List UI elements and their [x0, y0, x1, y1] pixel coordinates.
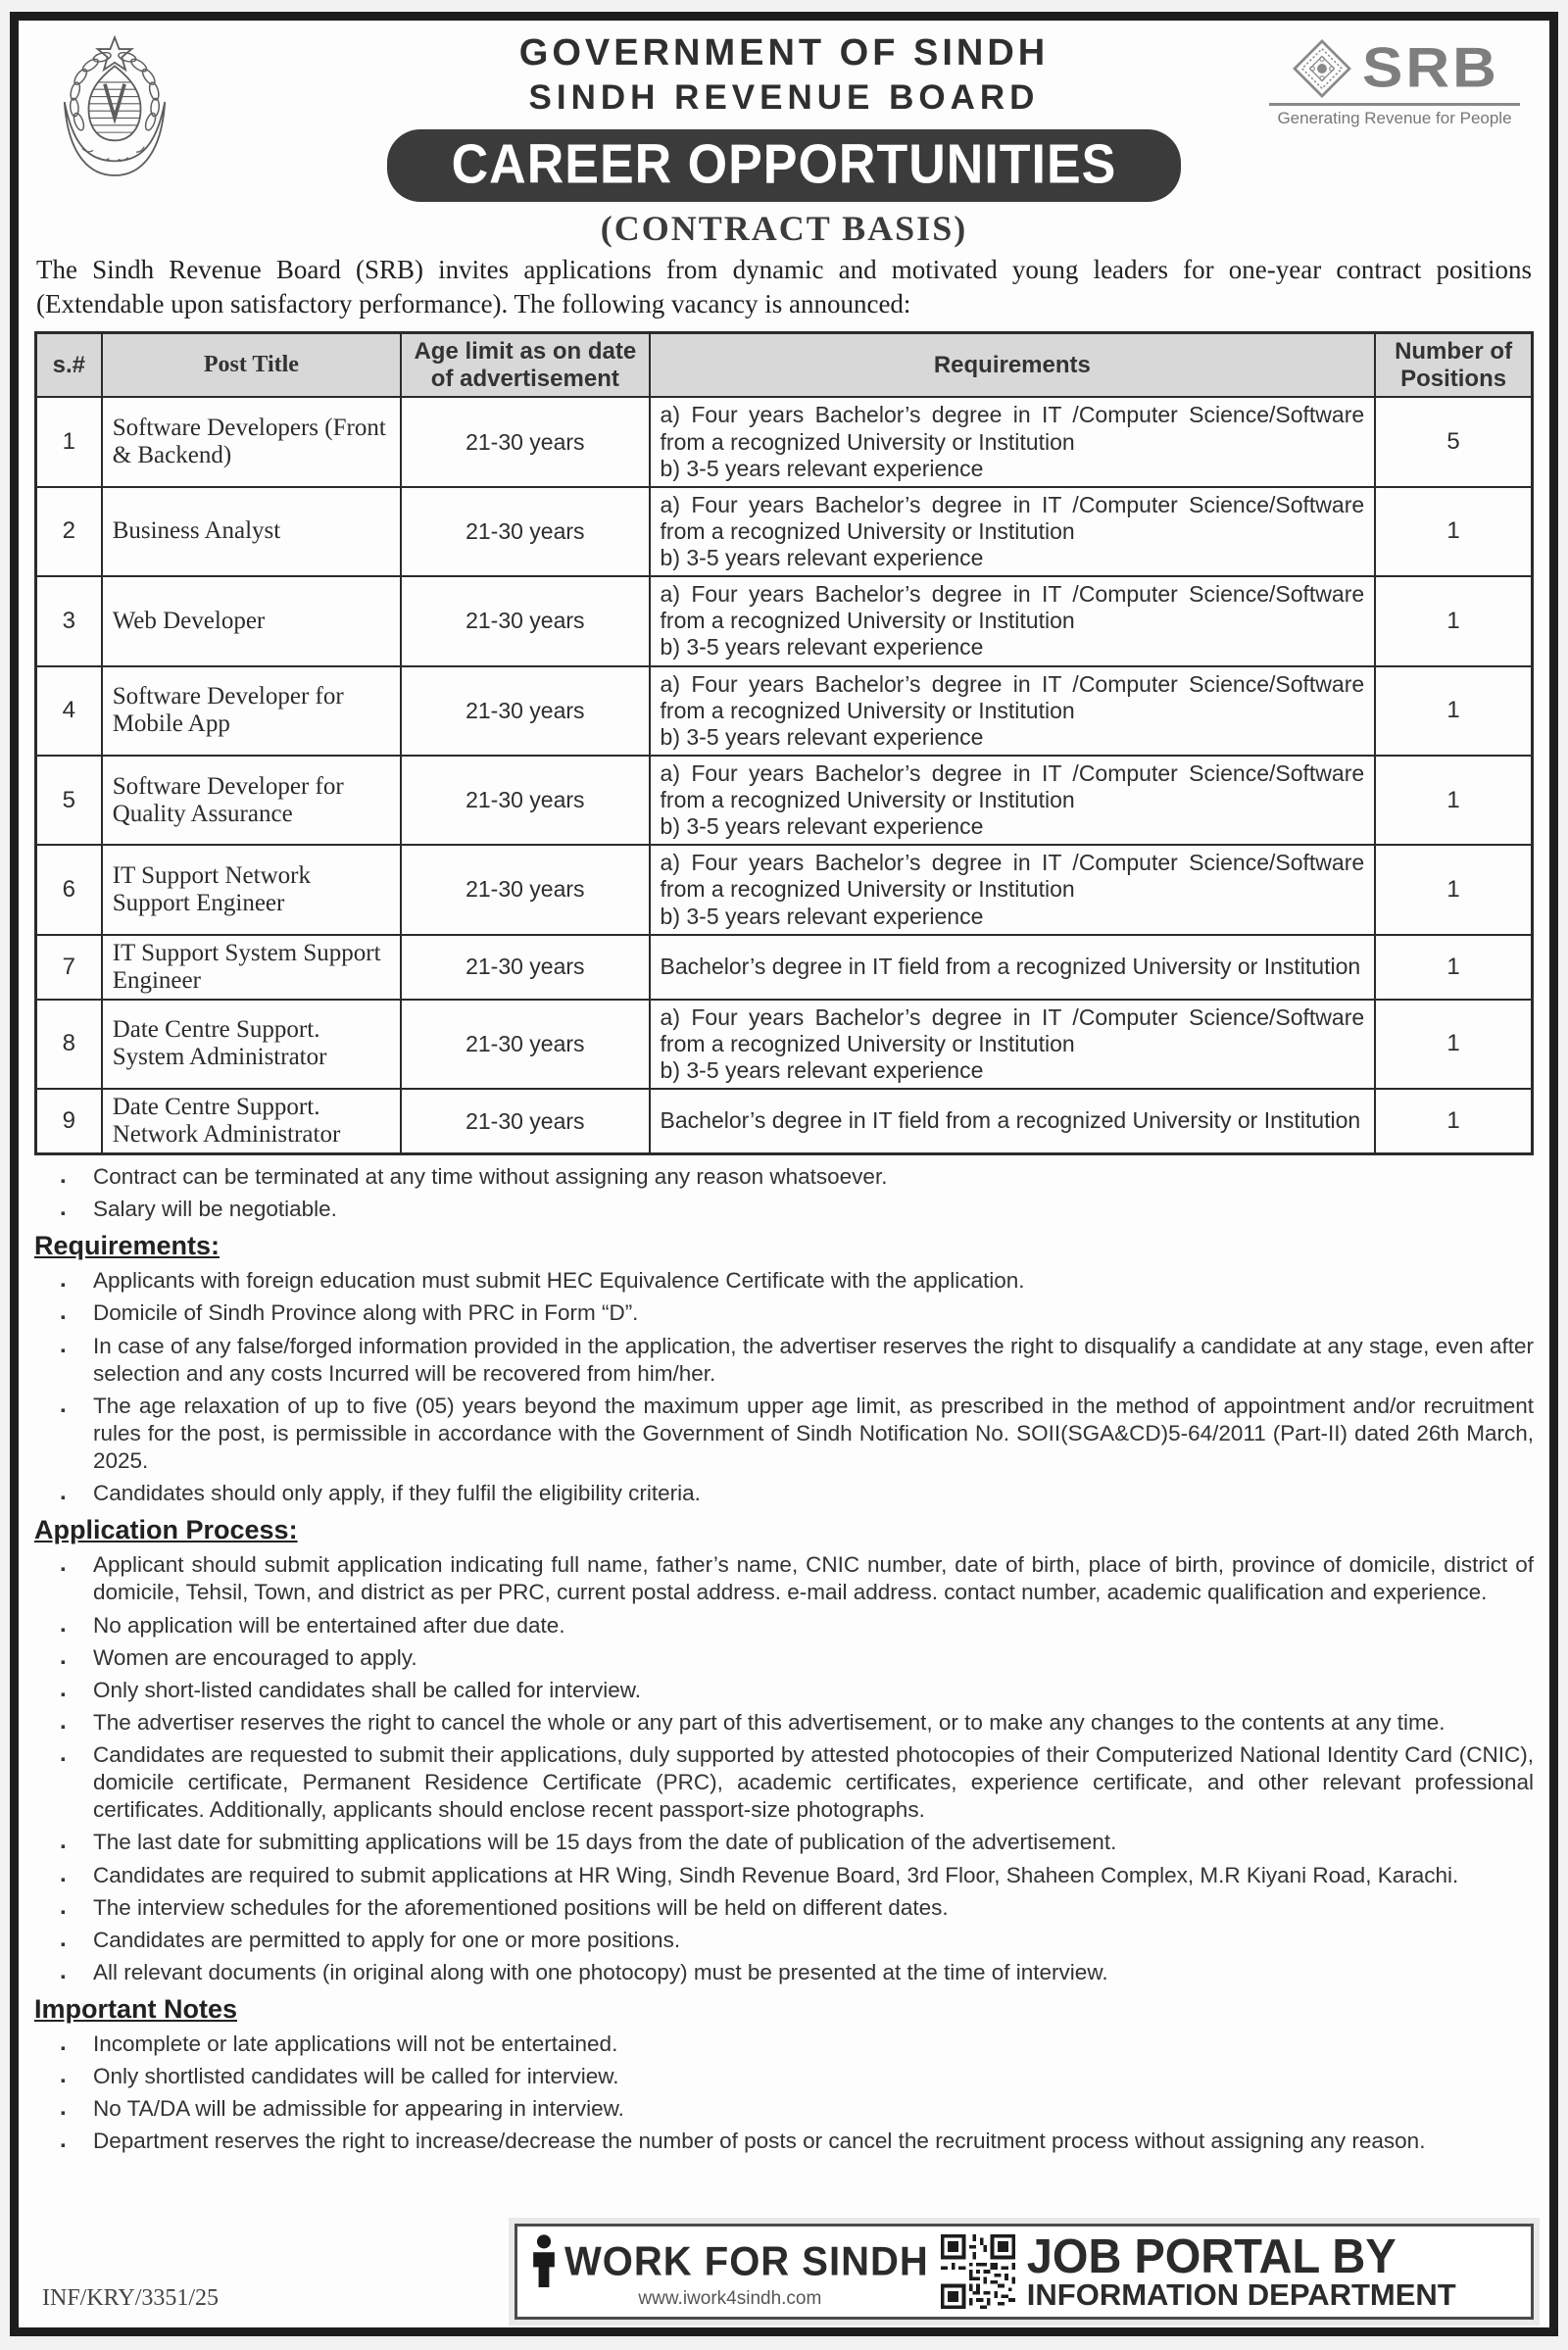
- bullet-item: [34, 1677, 1534, 1704]
- requirements-heading: Requirements:: [34, 1231, 220, 1261]
- cell-requirements: [650, 397, 1376, 486]
- bullet-marker: .: [60, 1610, 67, 1638]
- cell-number-of-positions: 1: [1375, 666, 1532, 756]
- column-header-3: Age limit as on date of advertisement: [401, 333, 649, 398]
- bullet-item: [34, 1163, 1534, 1191]
- column-header-4: Requirements: [650, 333, 1376, 398]
- notes-sections: [34, 1163, 1534, 2161]
- cell-age-limit: 21-30 years: [401, 756, 649, 845]
- cell-number-of-positions: 1: [1375, 487, 1532, 576]
- cell-serial-number: 5: [36, 756, 102, 845]
- cell-age-limit: 21-30 years: [401, 1089, 649, 1154]
- requirement-line: b) 3-5 years relevant experience: [660, 1056, 984, 1083]
- qr-code-icon: [941, 2234, 1015, 2309]
- cell-age-limit: 21-30 years: [401, 845, 649, 934]
- cell-number-of-positions: 1: [1375, 576, 1532, 665]
- bullet-item: [34, 2031, 1534, 2058]
- requirement-line: b) 3-5 years relevant experience: [660, 813, 984, 840]
- general-notes-list: [34, 1163, 1534, 1223]
- bullet-text: Women are encouraged to apply.: [93, 1644, 417, 1670]
- vacancy-table: [34, 331, 1534, 1155]
- bullet-marker: .: [60, 1298, 67, 1326]
- footer: [34, 2224, 1534, 2320]
- bullet-item: [34, 1959, 1534, 1986]
- cell-requirements: [650, 1089, 1376, 1154]
- bullet-item: [34, 1741, 1534, 1824]
- cell-post-title: Date Centre Support. System Administrator: [102, 1000, 401, 1089]
- advertisement-frame: [10, 12, 1558, 2336]
- bullet-marker: .: [60, 1162, 67, 1189]
- cell-age-limit: 21-30 years: [401, 1000, 649, 1089]
- bullet-text: Candidates should only apply, if they fulfil the eligibility criteria.: [93, 1481, 701, 1506]
- cell-requirements: [650, 845, 1376, 934]
- bullet-marker: .: [60, 2062, 67, 2089]
- bullet-text: The last date for submitting applications will be 15 days from the date of publication of the advertisement.: [93, 1830, 1117, 1855]
- cell-serial-number: 8: [36, 1000, 102, 1089]
- bullet-text: In case of any false/forged information provided in the application, the advertiser reserves the right to disqualify a candidate at any stage, even after selection and any costs Incurred will be recovered from him/her.: [93, 1333, 1534, 1386]
- cell-serial-number: 1: [36, 397, 102, 486]
- work-for-sindh-group: [531, 2233, 929, 2310]
- requirement-line: a) Four years Bachelor’s degree in IT /Computer Science/Software from a recognized University or Institution: [660, 850, 1365, 903]
- bullet-marker: .: [60, 1675, 67, 1702]
- requirement-line: a) Four years Bachelor’s degree in IT /Computer Science/Software from a recognized University or Institution: [660, 491, 1365, 544]
- cell-serial-number: 9: [36, 1089, 102, 1154]
- requirement-line: a) Four years Bachelor’s degree in IT /Computer Science/Software from a recognized University or Institution: [660, 1004, 1365, 1056]
- bullet-item: [34, 1393, 1534, 1475]
- bullet-item: [34, 1927, 1534, 1954]
- requirement-line: a) Four years Bachelor’s degree in IT /Computer Science/Software from a recognized University or Institution: [660, 581, 1365, 634]
- requirement-line: Bachelor’s degree in IT field from a recognized University or Institution: [660, 954, 1361, 980]
- vacancy-row: [36, 487, 1533, 576]
- website-url: www.iwork4sindh.com: [638, 2288, 822, 2310]
- srb-tagline: Generating Revenue for People: [1277, 109, 1512, 127]
- bullet-marker: .: [60, 1331, 67, 1358]
- bullet-marker: .: [60, 1925, 67, 1952]
- bullet-item: [34, 1829, 1534, 1856]
- requirement-line: a) Four years Bachelor’s degree in IT /Computer Science/Software from a recognized University or Institution: [660, 759, 1365, 812]
- bullet-marker: .: [60, 1957, 67, 1984]
- cell-post-title: IT Support System Support Engineer: [102, 935, 401, 1000]
- cell-age-limit: 21-30 years: [401, 487, 649, 576]
- srb-logo-text: SRB: [1362, 36, 1499, 100]
- intro-paragraph: The Sindh Revenue Board (SRB) invites applications from dynamic and motivated young leaders for one-year contract positions (Extendable upon satisfactory performance). The following vacancy is announced:: [36, 255, 1532, 319]
- requirement-line: b) 3-5 years relevant experience: [660, 903, 984, 929]
- bullet-text: Candidates are requested to submit their applications, duly supported by attested photocopies of their Computerized National Identity Card (CNIC), domicile certificate, Permanent Residence Certificate (PRC), academic certificates, experience certificate, and other relevant professional certificates. Additionally, applicants should enclose recent passport-size photographs.: [93, 1742, 1534, 1823]
- bullet-item: [34, 1480, 1534, 1507]
- bullet-marker: .: [60, 1642, 67, 1670]
- bullet-text: The interview schedules for the aforementioned positions will be held on different dates.: [93, 1894, 949, 1920]
- bullet-item: [34, 2095, 1534, 2123]
- bullet-item: [34, 1333, 1534, 1388]
- cell-age-limit: 21-30 years: [401, 666, 649, 756]
- board-line: SINDH REVENUE BOARD: [528, 78, 1040, 117]
- bullet-item: [34, 1196, 1534, 1223]
- government-line: GOVERNMENT OF SINDH: [518, 32, 1050, 73]
- cell-post-title: Web Developer: [102, 576, 401, 665]
- cell-serial-number: 2: [36, 487, 102, 576]
- bullet-text: Contract can be terminated at any time without assigning any reason whatsoever.: [93, 1164, 888, 1189]
- bullet-text: Candidates are permitted to apply for one or more positions.: [93, 1927, 681, 1952]
- bullet-item: [34, 2128, 1534, 2155]
- cell-requirements: [650, 935, 1376, 1000]
- vacancy-row: [36, 845, 1533, 934]
- bullet-marker: .: [60, 1892, 67, 1920]
- bullet-item: [34, 1551, 1534, 1606]
- reference-number: INF/KRY/3351/25: [42, 2285, 220, 2311]
- bullet-text: Salary will be negotiable.: [93, 1197, 337, 1222]
- career-opportunities-banner: [387, 129, 1181, 202]
- bullet-text: Only short-listed candidates shall be called for interview.: [93, 1677, 642, 1702]
- work-for-sindh-banner: [514, 2224, 1534, 2320]
- cell-requirements: [650, 487, 1376, 576]
- cell-post-title: Business Analyst: [102, 487, 401, 576]
- important-notes-list: [34, 2031, 1534, 2156]
- cell-serial-number: 7: [36, 935, 102, 1000]
- cell-number-of-positions: 1: [1375, 935, 1532, 1000]
- vacancy-row: [36, 935, 1533, 1000]
- requirement-line: a) Four years Bachelor’s degree in IT /Computer Science/Software from a recognized University or Institution: [660, 670, 1365, 723]
- job-portal-group: [1026, 2228, 1456, 2313]
- cell-number-of-positions: 1: [1375, 845, 1532, 934]
- work-for-sindh-label: WORK FOR SINDH: [564, 2238, 929, 2284]
- bullet-text: Only shortlisted candidates will be called for interview.: [93, 2064, 619, 2089]
- requirement-line: b) 3-5 years relevant experience: [660, 545, 984, 570]
- application-process-heading: Application Process:: [34, 1515, 298, 1545]
- application-process-list: [34, 1551, 1534, 1986]
- requirements-list: [34, 1267, 1534, 1507]
- cell-age-limit: 21-30 years: [401, 935, 649, 1000]
- cell-post-title: Software Developer for Quality Assurance: [102, 756, 401, 845]
- cell-number-of-positions: 1: [1375, 1089, 1532, 1154]
- career-opportunities-text: CAREER OPPORTUNITIES: [451, 133, 1117, 196]
- contract-basis-subtitle: (CONTRACT BASIS): [600, 209, 968, 248]
- requirement-line: a) Four years Bachelor’s degree in IT /Computer Science/Software from a recognized University or Institution: [660, 402, 1365, 455]
- cell-age-limit: 21-30 years: [401, 397, 649, 486]
- bullet-marker: .: [60, 2094, 67, 2122]
- bullet-item: [34, 1894, 1534, 1922]
- srb-logo: [1269, 36, 1520, 128]
- bullet-marker: .: [60, 1391, 67, 1418]
- bullet-marker: .: [60, 1860, 67, 1887]
- bullet-text: No TA/DA will be admissible for appearing in interview.: [93, 2096, 624, 2122]
- cell-requirements: [650, 576, 1376, 665]
- bullet-marker: .: [60, 1828, 67, 1855]
- job-portal-line1: JOB PORTAL BY: [1026, 2228, 1396, 2283]
- bullet-marker: .: [60, 2127, 67, 2154]
- bullet-item: [34, 1299, 1534, 1327]
- bullet-text: No application will be entertained after due date.: [93, 1612, 565, 1638]
- bullet-text: Applicant should submit application indicating full name, father’s name, CNIC number, date of birth, place of birth, province of domicile, district of domicile, Tehsil, Town, and district as per PRC, current postal address. e-mail address. contact number, academic qualification and experience.: [93, 1552, 1534, 1605]
- cell-age-limit: 21-30 years: [401, 576, 649, 665]
- srb-logo-underline: [1269, 103, 1520, 106]
- bullet-item: [34, 1644, 1534, 1672]
- table-header-row: [36, 333, 1533, 398]
- cell-serial-number: 6: [36, 845, 102, 934]
- bullet-text: Domicile of Sindh Province along with PRC in Form “D”.: [93, 1300, 639, 1326]
- bullet-text: Incomplete or late applications will not be entertained.: [93, 2032, 618, 2056]
- srb-diamond-ornament-icon: [1290, 36, 1354, 101]
- bullet-text: The age relaxation of up to five (05) years beyond the maximum upper age limit, as prescribed in the method of appointment and/or recruitment rules for the post, is permissible in accordance with the Government of Sindh Notification No. SOII(SGA&CD)5-64/2011 (Part-II) dated 26th March, 2025.: [93, 1393, 1534, 1473]
- cell-post-title: Software Developer for Mobile App: [102, 666, 401, 756]
- cell-number-of-positions: 1: [1375, 1000, 1532, 1089]
- important-notes-heading: Important Notes: [34, 1994, 238, 2024]
- cell-requirements: [650, 756, 1376, 845]
- vacancy-row: [36, 397, 1533, 486]
- bullet-item: [34, 1709, 1534, 1737]
- bullet-item: [34, 1267, 1534, 1295]
- bullet-item: [34, 1862, 1534, 1889]
- column-header-5: Number of Positions: [1375, 333, 1532, 398]
- bullet-text: Department reserves the right to increase/decrease the number of posts or cancel the recruitment process without assigning any reason.: [93, 2129, 1426, 2154]
- cell-post-title: Software Developers (Front & Backend): [102, 397, 401, 486]
- vacancy-row: [36, 666, 1533, 756]
- bullet-marker: .: [60, 1195, 67, 1222]
- bullet-text: The advertiser reserves the right to cancel the whole or any part of this advertisement, or to make any changes to the contents at any time.: [93, 1709, 1446, 1735]
- vacancy-row: [36, 1000, 1533, 1089]
- requirement-line: b) 3-5 years relevant experience: [660, 455, 984, 481]
- vacancy-row: [36, 756, 1533, 845]
- bullet-marker: .: [60, 1550, 67, 1578]
- vacancy-row: [36, 576, 1533, 665]
- bullet-text: Candidates are required to submit applications at HR Wing, Sindh Revenue Board, 3rd Floor, Shaheen Complex, M.R Kiyani Road, Karachi.: [93, 1862, 1459, 1887]
- bullet-item: [34, 1612, 1534, 1640]
- cell-requirements: [650, 666, 1376, 756]
- requirement-line: b) 3-5 years relevant experience: [660, 634, 984, 661]
- bullet-item: [34, 2063, 1534, 2090]
- column-header-2: Post Title: [102, 333, 401, 398]
- bullet-marker: .: [60, 1479, 67, 1506]
- bullet-marker: .: [60, 2030, 67, 2056]
- bullet-marker: .: [60, 1707, 67, 1735]
- cell-post-title: Date Centre Support. Network Administrator: [102, 1089, 401, 1154]
- requirement-line: b) 3-5 years relevant experience: [660, 723, 984, 750]
- cell-serial-number: 3: [36, 576, 102, 665]
- bullet-text: Applicants with foreign education must submit HEC Equivalence Certificate with the application.: [93, 1268, 1025, 1294]
- vacancy-row: [36, 1089, 1533, 1154]
- bullet-marker: .: [60, 1740, 67, 1767]
- cell-serial-number: 4: [36, 666, 102, 756]
- cell-requirements: [650, 1000, 1376, 1089]
- government-of-sindh-crest-icon: [52, 30, 177, 195]
- header: [34, 26, 1534, 249]
- column-header-1: s.#: [36, 333, 102, 398]
- person-icon: [531, 2233, 557, 2290]
- bullet-text: All relevant documents (in original along with one photocopy) must be presented at the time of interview.: [93, 1959, 1108, 1984]
- cell-number-of-positions: 1: [1375, 756, 1532, 845]
- cell-post-title: IT Support Network Support Engineer: [102, 845, 401, 934]
- job-portal-line2: INFORMATION DEPARTMENT: [1026, 2277, 1456, 2313]
- requirement-line: Bachelor’s degree in IT field from a recognized University or Institution: [660, 1107, 1361, 1134]
- bullet-marker: .: [60, 1266, 67, 1294]
- cell-number-of-positions: 5: [1375, 397, 1532, 486]
